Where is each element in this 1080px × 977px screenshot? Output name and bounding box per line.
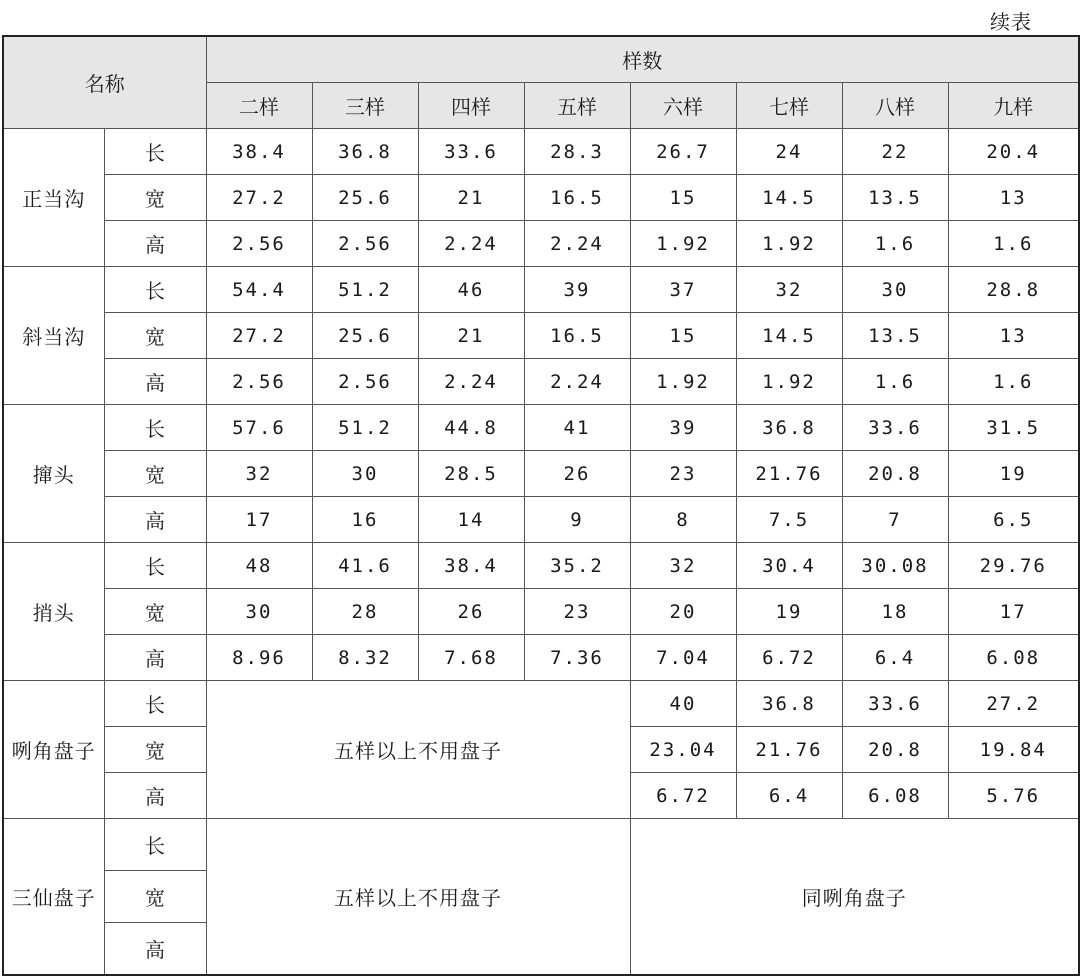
dim-label: 宽 xyxy=(104,871,206,923)
value-cell: 1.6 xyxy=(842,221,948,267)
dimension-table xyxy=(2,35,1080,976)
value-cell: 20 xyxy=(630,589,736,635)
value-cell: 8 xyxy=(630,497,736,543)
value-cell: 13 xyxy=(948,175,1079,221)
value-cell: 33.6 xyxy=(842,681,948,727)
value-cell: 18 xyxy=(842,589,948,635)
group-name: 撺头 xyxy=(3,405,104,543)
table-caption: 续表 xyxy=(990,10,1032,34)
value-cell: 7.5 xyxy=(736,497,842,543)
header-col: 五样 xyxy=(524,83,630,129)
value-cell: 7 xyxy=(842,497,948,543)
value-cell: 2.56 xyxy=(312,221,418,267)
value-cell: 20.8 xyxy=(842,451,948,497)
dim-label: 宽 xyxy=(104,589,206,635)
value-cell: 22 xyxy=(842,129,948,175)
value-cell: 30 xyxy=(842,267,948,313)
value-cell: 32 xyxy=(736,267,842,313)
group-name: 三仙盘子 xyxy=(3,819,104,976)
value-cell: 21 xyxy=(418,313,524,359)
value-cell: 13.5 xyxy=(842,313,948,359)
value-cell: 6.08 xyxy=(948,635,1079,681)
value-cell: 26 xyxy=(524,451,630,497)
value-cell: 27.2 xyxy=(206,313,312,359)
value-cell: 25.6 xyxy=(312,313,418,359)
value-cell: 13 xyxy=(948,313,1079,359)
merged-note-right: 同咧角盘子 xyxy=(630,819,1079,976)
value-cell: 6.5 xyxy=(948,497,1079,543)
value-cell: 32 xyxy=(630,543,736,589)
value-cell: 33.6 xyxy=(418,129,524,175)
group-name: 斜当沟 xyxy=(3,267,104,405)
value-cell: 39 xyxy=(524,267,630,313)
value-cell: 46 xyxy=(418,267,524,313)
value-cell: 5.76 xyxy=(948,773,1079,819)
value-cell: 19 xyxy=(948,451,1079,497)
dim-label: 高 xyxy=(104,923,206,976)
value-cell: 15 xyxy=(630,313,736,359)
value-cell: 6.4 xyxy=(736,773,842,819)
value-cell: 27.2 xyxy=(206,175,312,221)
header-col: 六样 xyxy=(630,83,736,129)
dim-label: 长 xyxy=(104,681,206,727)
value-cell: 8.96 xyxy=(206,635,312,681)
value-cell: 33.6 xyxy=(842,405,948,451)
value-cell: 31.5 xyxy=(948,405,1079,451)
value-cell: 54.4 xyxy=(206,267,312,313)
header-group-cell: 样数 xyxy=(206,36,1079,83)
dim-label: 高 xyxy=(104,497,206,543)
dim-label: 宽 xyxy=(104,451,206,497)
value-cell: 1.6 xyxy=(948,359,1079,405)
value-cell: 1.92 xyxy=(736,359,842,405)
value-cell: 51.2 xyxy=(312,267,418,313)
header-col: 七样 xyxy=(736,83,842,129)
value-cell: 2.24 xyxy=(418,359,524,405)
value-cell: 27.2 xyxy=(948,681,1079,727)
value-cell: 2.56 xyxy=(312,359,418,405)
value-cell: 23 xyxy=(524,589,630,635)
value-cell: 36.8 xyxy=(736,405,842,451)
value-cell: 1.92 xyxy=(630,221,736,267)
value-cell: 51.2 xyxy=(312,405,418,451)
value-cell: 28.3 xyxy=(524,129,630,175)
value-cell: 30 xyxy=(312,451,418,497)
dim-label: 长 xyxy=(104,267,206,313)
value-cell: 13.5 xyxy=(842,175,948,221)
dim-label: 高 xyxy=(104,359,206,405)
value-cell: 6.72 xyxy=(630,773,736,819)
value-cell: 29.76 xyxy=(948,543,1079,589)
value-cell: 7.04 xyxy=(630,635,736,681)
value-cell: 19.84 xyxy=(948,727,1079,773)
value-cell: 57.6 xyxy=(206,405,312,451)
dim-label: 长 xyxy=(104,543,206,589)
value-cell: 6.72 xyxy=(736,635,842,681)
value-cell: 2.24 xyxy=(418,221,524,267)
value-cell: 6.08 xyxy=(842,773,948,819)
value-cell: 32 xyxy=(206,451,312,497)
value-cell: 16.5 xyxy=(524,313,630,359)
header-col: 八样 xyxy=(842,83,948,129)
value-cell: 36.8 xyxy=(312,129,418,175)
group-name: 咧角盘子 xyxy=(3,681,104,819)
value-cell: 6.4 xyxy=(842,635,948,681)
value-cell: 23 xyxy=(630,451,736,497)
value-cell: 14.5 xyxy=(736,175,842,221)
value-cell: 25.6 xyxy=(312,175,418,221)
value-cell: 7.36 xyxy=(524,635,630,681)
value-cell: 14.5 xyxy=(736,313,842,359)
value-cell: 1.6 xyxy=(948,221,1079,267)
value-cell: 44.8 xyxy=(418,405,524,451)
value-cell: 19 xyxy=(736,589,842,635)
value-cell: 26.7 xyxy=(630,129,736,175)
value-cell: 48 xyxy=(206,543,312,589)
dim-label: 长 xyxy=(104,129,206,175)
dim-label: 高 xyxy=(104,221,206,267)
header-col: 九样 xyxy=(948,83,1079,129)
dim-label: 长 xyxy=(104,405,206,451)
value-cell: 1.6 xyxy=(842,359,948,405)
value-cell: 40 xyxy=(630,681,736,727)
dim-label: 高 xyxy=(104,635,206,681)
value-cell: 21 xyxy=(418,175,524,221)
value-cell: 2.56 xyxy=(206,359,312,405)
value-cell: 1.92 xyxy=(630,359,736,405)
header-col: 三样 xyxy=(312,83,418,129)
value-cell: 20.8 xyxy=(842,727,948,773)
header-name-cell: 名称 xyxy=(3,36,206,129)
group-name: 正当沟 xyxy=(3,129,104,267)
value-cell: 16.5 xyxy=(524,175,630,221)
value-cell: 8.32 xyxy=(312,635,418,681)
value-cell: 21.76 xyxy=(736,451,842,497)
value-cell: 2.24 xyxy=(524,359,630,405)
value-cell: 39 xyxy=(630,405,736,451)
value-cell: 37 xyxy=(630,267,736,313)
value-cell: 17 xyxy=(206,497,312,543)
value-cell: 28.5 xyxy=(418,451,524,497)
header-col: 四样 xyxy=(418,83,524,129)
value-cell: 16 xyxy=(312,497,418,543)
value-cell: 2.24 xyxy=(524,221,630,267)
merged-note: 五样以上不用盘子 xyxy=(206,681,630,819)
value-cell: 38.4 xyxy=(418,543,524,589)
value-cell: 38.4 xyxy=(206,129,312,175)
value-cell: 15 xyxy=(630,175,736,221)
dim-label: 宽 xyxy=(104,313,206,359)
value-cell: 9 xyxy=(524,497,630,543)
header-col: 二样 xyxy=(206,83,312,129)
dim-label: 宽 xyxy=(104,175,206,221)
value-cell: 23.04 xyxy=(630,727,736,773)
merged-note: 五样以上不用盘子 xyxy=(206,819,630,976)
value-cell: 26 xyxy=(418,589,524,635)
value-cell: 28.8 xyxy=(948,267,1079,313)
value-cell: 41 xyxy=(524,405,630,451)
dim-label: 宽 xyxy=(104,727,206,773)
value-cell: 28 xyxy=(312,589,418,635)
value-cell: 36.8 xyxy=(736,681,842,727)
value-cell: 30.4 xyxy=(736,543,842,589)
value-cell: 7.68 xyxy=(418,635,524,681)
value-cell: 17 xyxy=(948,589,1079,635)
value-cell: 35.2 xyxy=(524,543,630,589)
value-cell: 30.08 xyxy=(842,543,948,589)
value-cell: 24 xyxy=(736,129,842,175)
value-cell: 30 xyxy=(206,589,312,635)
value-cell: 2.56 xyxy=(206,221,312,267)
value-cell: 1.92 xyxy=(736,221,842,267)
group-name: 捎头 xyxy=(3,543,104,681)
dim-label: 长 xyxy=(104,819,206,871)
value-cell: 20.4 xyxy=(948,129,1079,175)
value-cell: 41.6 xyxy=(312,543,418,589)
value-cell: 21.76 xyxy=(736,727,842,773)
value-cell: 14 xyxy=(418,497,524,543)
dim-label: 高 xyxy=(104,773,206,819)
